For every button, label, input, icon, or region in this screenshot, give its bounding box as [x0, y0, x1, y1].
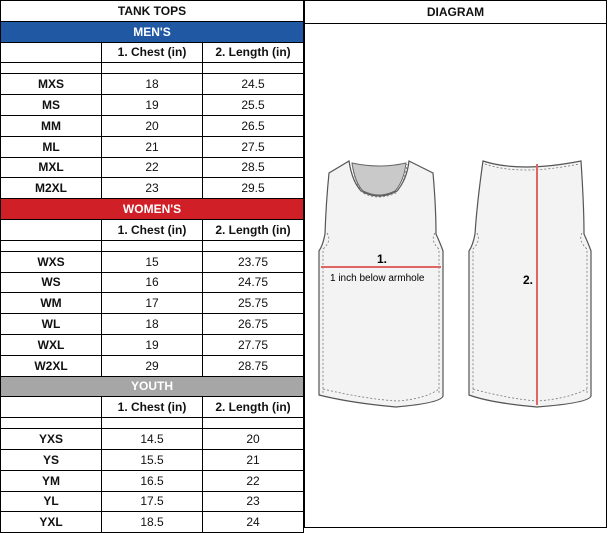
table-row	[1, 314, 304, 335]
table-row	[1, 251, 304, 272]
length-cell: 20	[203, 429, 304, 450]
length-cell: 23.75	[203, 251, 304, 272]
table-row	[1, 157, 304, 178]
length-marker: 2.	[523, 273, 534, 287]
length-cell: 26.5	[203, 115, 304, 136]
length-cell: 23	[203, 491, 304, 512]
size-cell: M2XL	[1, 178, 102, 199]
chest-cell: 14.5	[102, 429, 203, 450]
table-row	[1, 491, 304, 512]
chest-cell: 15	[102, 251, 203, 272]
length-header: 2. Length (in)	[203, 42, 304, 63]
length-cell: 21	[203, 449, 304, 470]
size-cell: WXL	[1, 334, 102, 355]
size-cell: WM	[1, 293, 102, 314]
table-row	[1, 178, 304, 199]
size-cell: YS	[1, 449, 102, 470]
length-cell: 28.75	[203, 355, 304, 376]
youth-header-row	[1, 397, 304, 418]
size-cell: YXS	[1, 429, 102, 450]
spacer-row	[1, 240, 304, 251]
length-header: 2. Length (in)	[203, 397, 304, 418]
chest-header: 1. Chest (in)	[102, 42, 203, 63]
spacer-row	[1, 63, 304, 74]
length-cell: 28.5	[203, 157, 304, 178]
header-blank	[1, 397, 102, 418]
length-cell: 24.75	[203, 272, 304, 293]
chest-cell: 19	[102, 334, 203, 355]
womens-header-row	[1, 219, 304, 240]
chest-cell: 18	[102, 74, 203, 95]
chest-marker: 1.	[377, 252, 388, 266]
table-row	[1, 429, 304, 450]
length-cell: 26.75	[203, 314, 304, 335]
chest-cell: 16	[102, 272, 203, 293]
length-cell: 24	[203, 512, 304, 533]
size-cell: W2XL	[1, 355, 102, 376]
length-cell: 25.75	[203, 293, 304, 314]
chest-cell: 17	[102, 293, 203, 314]
table-row	[1, 470, 304, 491]
tank-front-illustration	[319, 161, 443, 407]
chest-cell: 21	[102, 136, 203, 157]
length-header: 2. Length (in)	[203, 219, 304, 240]
size-cell: WL	[1, 314, 102, 335]
chest-cell: 23	[102, 178, 203, 199]
table-row	[1, 512, 304, 533]
size-cell: MS	[1, 95, 102, 116]
table-row	[1, 115, 304, 136]
chest-header: 1. Chest (in)	[102, 219, 203, 240]
table-row	[1, 136, 304, 157]
length-cell: 24.5	[203, 74, 304, 95]
chest-header: 1. Chest (in)	[102, 397, 203, 418]
chest-cell: 17.5	[102, 491, 203, 512]
chest-cell: 18.5	[102, 512, 203, 533]
spacer-row	[1, 418, 304, 429]
chest-cell: 22	[102, 157, 203, 178]
chest-cell: 16.5	[102, 470, 203, 491]
chest-cell: 15.5	[102, 449, 203, 470]
header-blank	[1, 42, 102, 63]
length-cell: 25.5	[203, 95, 304, 116]
diagram-title: DIAGRAM	[305, 1, 606, 24]
length-cell: 27.5	[203, 136, 304, 157]
table-row	[1, 272, 304, 293]
chest-note: 1 inch below armhole	[330, 273, 425, 284]
size-cell: ML	[1, 136, 102, 157]
length-cell: 22	[203, 470, 304, 491]
length-cell: 29.5	[203, 178, 304, 199]
chest-cell: 29	[102, 355, 203, 376]
size-cell: WS	[1, 272, 102, 293]
diagram-panel	[304, 0, 607, 528]
size-cell: MXL	[1, 157, 102, 178]
size-cell: MM	[1, 115, 102, 136]
youth-band: YOUTH	[1, 376, 304, 397]
table-row	[1, 449, 304, 470]
table-row	[1, 355, 304, 376]
tank-top-diagram	[305, 1, 607, 528]
table-row	[1, 74, 304, 95]
table-row	[1, 293, 304, 314]
chest-cell: 18	[102, 314, 203, 335]
size-cell: WXS	[1, 251, 102, 272]
length-cell: 27.75	[203, 334, 304, 355]
size-cell: YL	[1, 491, 102, 512]
header-blank	[1, 219, 102, 240]
size-cell: MXS	[1, 74, 102, 95]
table-row	[1, 95, 304, 116]
womens-band: WOMEN'S	[1, 199, 304, 220]
chest-cell: 19	[102, 95, 203, 116]
table-row	[1, 334, 304, 355]
chest-cell: 20	[102, 115, 203, 136]
table-title: TANK TOPS	[1, 1, 304, 22]
size-cell: YM	[1, 470, 102, 491]
mens-header-row	[1, 42, 304, 63]
mens-band: MEN'S	[1, 21, 304, 42]
size-cell: YXL	[1, 512, 102, 533]
